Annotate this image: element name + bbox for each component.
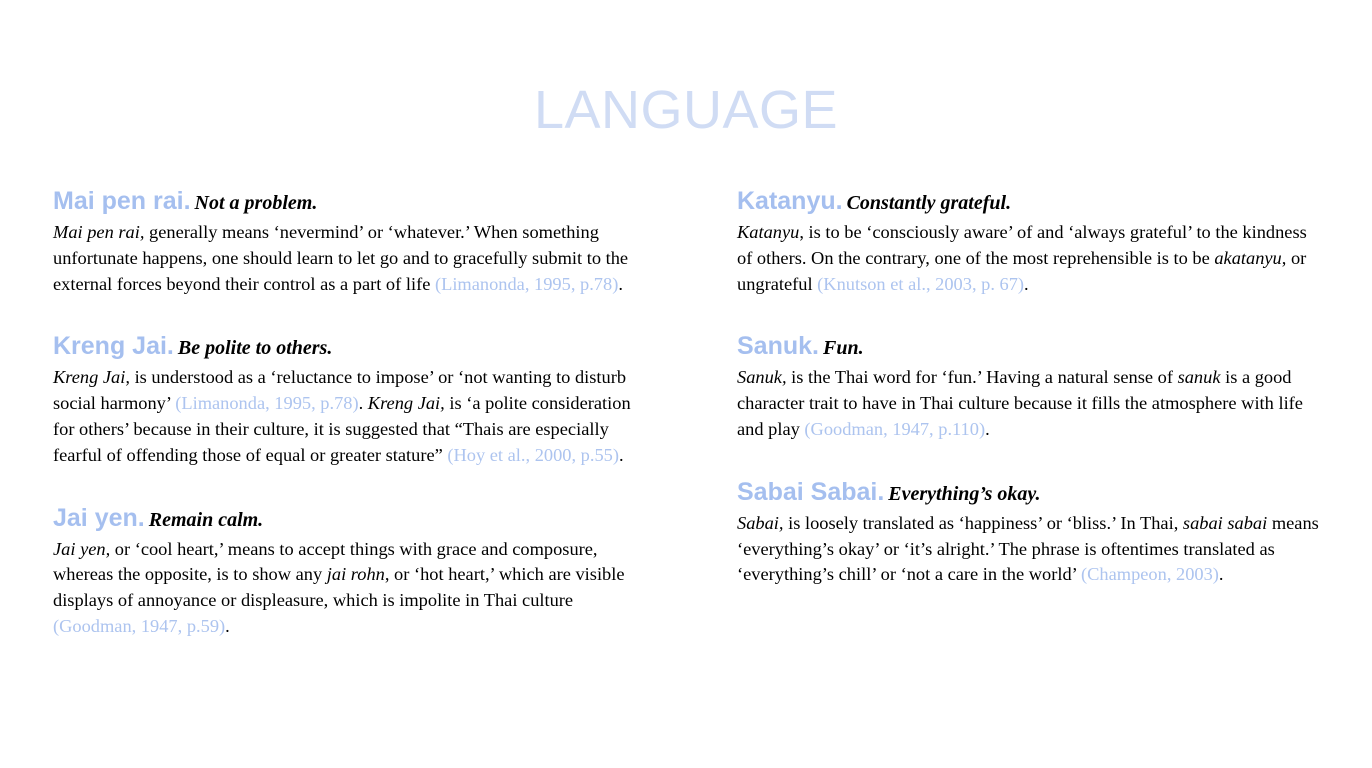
italic-term: Mai pen rai, [53, 222, 145, 242]
text-run: is loosely translated as ‘happiness’ or ‘bliss.’ In Thai, [783, 512, 1183, 533]
text-run: . [225, 615, 230, 636]
italic-term: Jai yen, [53, 538, 111, 559]
italic-term: sanuk [1177, 367, 1221, 388]
section-mai-pen-rai [53, 186, 643, 297]
section-heading [53, 503, 643, 537]
italic-term: Sanuk, [737, 367, 787, 388]
term: Sabai Sabai. [737, 477, 885, 506]
term: Kreng Jai. [53, 332, 174, 361]
section-heading [737, 186, 1322, 220]
right-column [737, 186, 1322, 588]
text-run: means ‘everything’s okay’ or ‘it’s alright.’ The phrase is oftentimes translated as ‘everything’s chill’ or ‘not a care in the world’ [737, 512, 1319, 585]
text-run: is the Thai word for ‘fun.’ Having a natural sense of [786, 367, 1178, 388]
text-run: . [358, 393, 368, 414]
section-paragraph [53, 220, 643, 297]
text-run: is understood as a ‘reluctance to impose’ or ‘not wanting to disturb social harmony’ [53, 367, 627, 414]
term-meaning: Remain calm. [148, 508, 264, 531]
italic-term: Kreng Jai, [367, 393, 445, 414]
term-meaning: Fun. [822, 337, 864, 360]
text-run: is ‘a polite consideration for others’ because in their culture, it is suggested that “Thais are especially fearful of offending those of equal or greater stature” [53, 393, 631, 465]
text-run: . [1218, 564, 1224, 585]
italic-term: Sabai, [737, 512, 784, 533]
text-run: . [619, 444, 624, 465]
text-run: or ‘cool heart,’ means to accept things with grace and composure, whereas the opposite, is to show any [53, 538, 598, 585]
italic-term: Katanyu [737, 222, 800, 242]
section-paragraph [737, 220, 1322, 297]
term-meaning: Constantly grateful. [846, 192, 1012, 214]
text-run: , or ungrateful [737, 247, 1307, 294]
term-meaning: Everything’s okay. [888, 482, 1041, 505]
text-run: , is to be ‘consciously aware’ of and ‘always grateful’ to the kindness of others. On the contrary, one of the most reprehensible is to be [737, 222, 1307, 268]
section-paragraph [53, 537, 643, 640]
citation: (Knutson et al., 2003, p. 67) [817, 273, 1025, 294]
term-meaning: Be polite to others. [177, 337, 333, 360]
section-jai-yen [53, 503, 643, 640]
section-heading [737, 477, 1322, 511]
term: Katanyu. [737, 187, 843, 215]
citation: (Hoy et al., 2000, p.55) [447, 444, 619, 465]
term: Jai yen. [53, 503, 145, 532]
text-run: . [1024, 273, 1029, 294]
text-run: . [985, 418, 990, 439]
section-sanuk [737, 331, 1322, 442]
section-paragraph [737, 365, 1322, 442]
citation: (Limanonda, 1995, p.78) [175, 393, 359, 414]
text-run: . [618, 273, 623, 294]
term: Mai pen rai. [53, 187, 191, 215]
term-meaning: Not a problem. [194, 192, 318, 214]
text-run: generally means ‘nevermind’ or ‘whatever.’ When something unfortunate happens, one should learn to let go and to gracefully submit to the external forces beyond their control as a part of life [53, 222, 629, 294]
section-heading [53, 331, 643, 365]
section-paragraph [737, 511, 1322, 588]
text-run: is a good character trait to have in Thai culture because it fills the atmosphere with life and play [737, 367, 1303, 439]
italic-term: sabai sabai [1182, 512, 1268, 533]
section-heading [53, 186, 643, 220]
section-sabai-sabai [737, 477, 1322, 588]
italic-term: jai rohn [326, 564, 385, 585]
citation: (Limanonda, 1995, p.78) [434, 273, 619, 294]
text-run: , or ‘hot heart,’ which are visible displays of annoyance or displeasure, which is impolite in Thai culture [53, 564, 625, 611]
citation: (Goodman, 1947, p.110) [804, 418, 986, 439]
left-column [53, 186, 643, 640]
citation: (Goodman, 1947, p.59) [53, 615, 226, 636]
section-katanyu [737, 186, 1322, 297]
term: Sanuk. [737, 332, 819, 361]
section-kreng-jai [53, 331, 643, 468]
section-heading [737, 331, 1322, 365]
italic-term: Kreng Jai, [53, 367, 130, 388]
section-paragraph [53, 365, 643, 468]
italic-term: akatanyu [1214, 247, 1282, 268]
page-title: LANGUAGE [533, 80, 839, 140]
citation: (Champeon, 2003) [1081, 564, 1219, 585]
